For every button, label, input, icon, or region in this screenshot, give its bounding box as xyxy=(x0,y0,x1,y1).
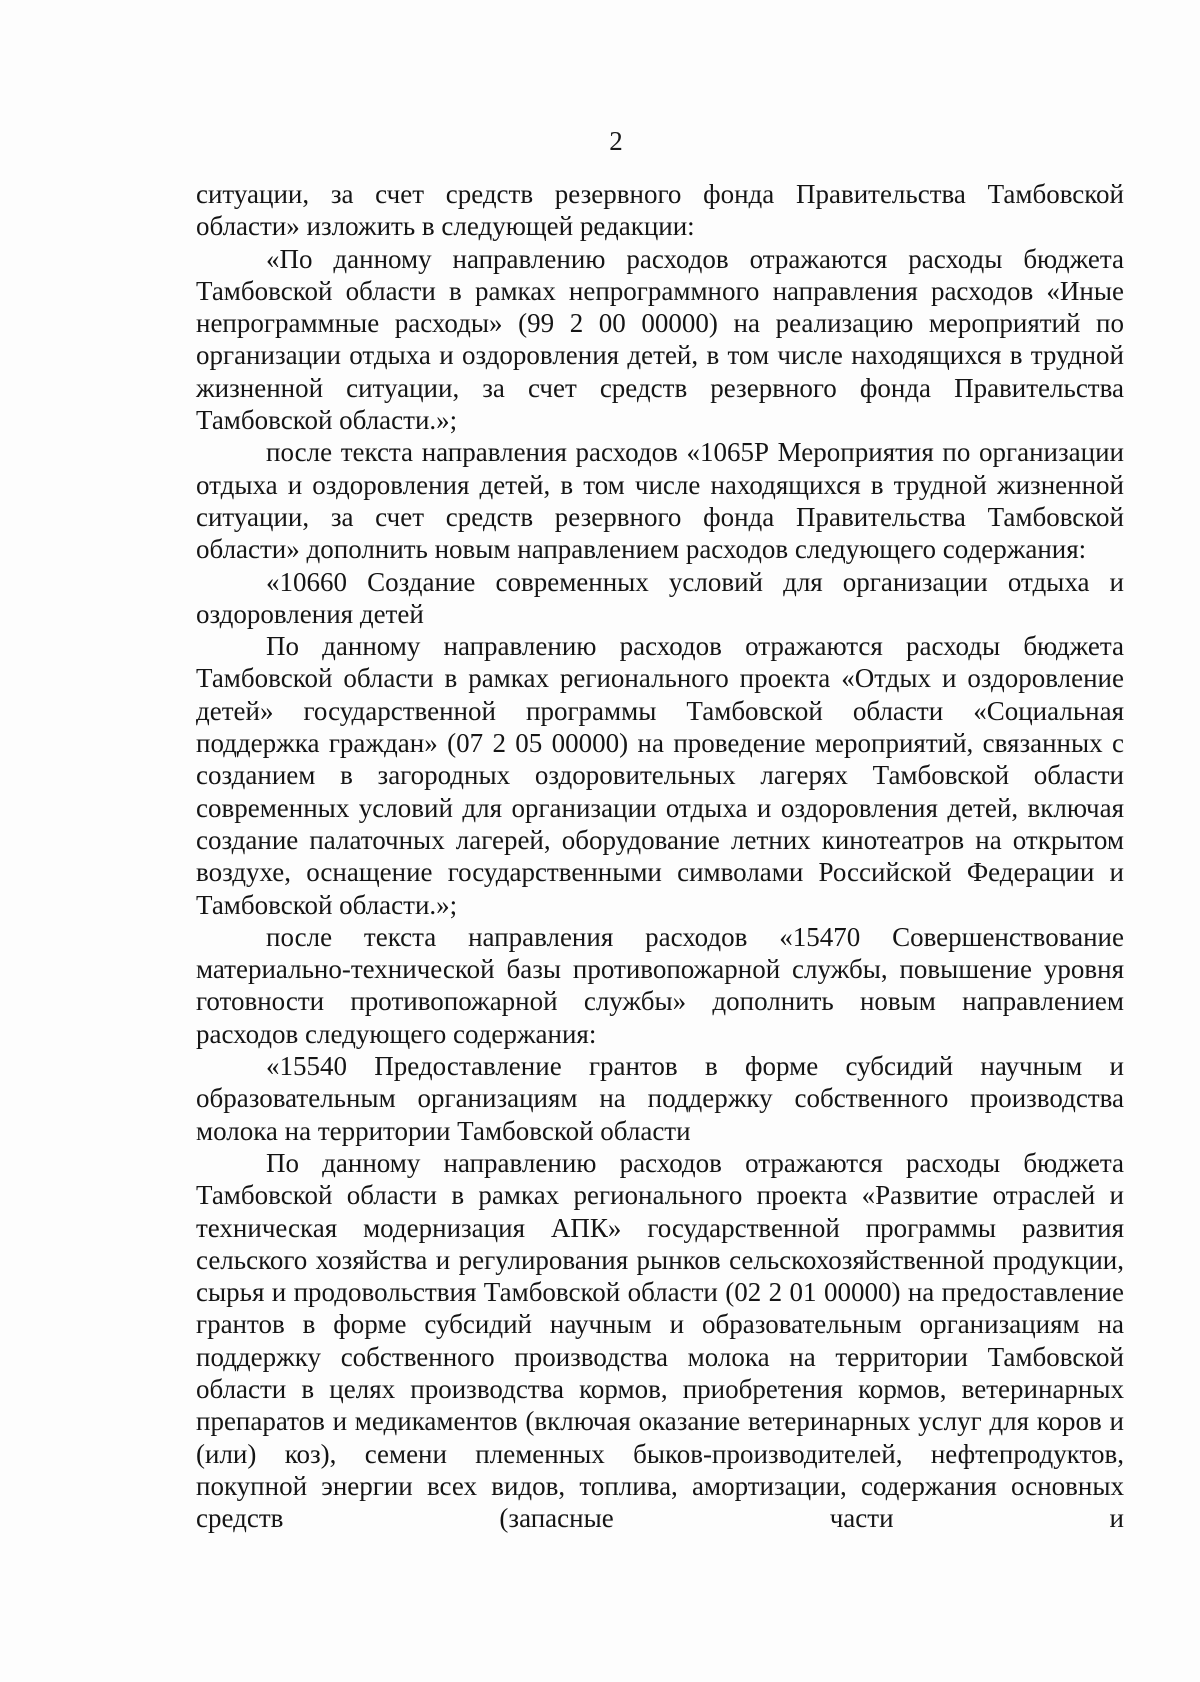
paragraph-7: «15540 Предоставление грантов в форме субсидий научным и образовательным организациям на поддержку собственного производства молока на территории Тамбовской области xyxy=(196,1051,1124,1146)
page-number: 2 xyxy=(609,126,623,156)
paragraph-3: после текста направления расходов «1065Р Мероприятия по организации отдыха и оздоровления детей, в том числе находящихся в трудной жизненной ситуации, за счет средств резервного фонда Правительства Тамбовской области» дополнить новым направлением расходов следующего содержания: xyxy=(196,437,1124,565)
paragraph-5: По данному направлению расходов отражаются расходы бюджета Тамбовской области в рамках регионального проекта «Отдых и оздоровление детей» государственной программы Тамбовской области «Социальная поддержка граждан» (07 2 05 00000) на проведение мероприятий, связанных с созданием в загородных оздоровительных лагерях Тамбовской области современных условий для организации отдыха и оздоровления детей, включая создание палаточных лагерей, оборудование летних кинотеатров на открытом воздухе, оснащение государственными символами Российской Федерации и Тамбовской области.»; xyxy=(196,631,1124,920)
document-body xyxy=(196,178,1124,1534)
paragraph-4: «10660 Создание современных условий для организации отдыха и оздоровления детей xyxy=(196,566,1124,629)
paragraph-6: после текста направления расходов «15470 Совершенствование материально-технической базы противопожарной службы, повышение уровня готовности противопожарной службы» дополнить новым направлением расходов следующего содержания: xyxy=(196,921,1124,1049)
paragraph-2: «По данному направлению расходов отражаются расходы бюджета Тамбовской области в рамках непрограммного направления расходов «Иные непрограммные расходы» (99 2 00 00000) на реализацию мероприятий по организации отдыха и оздоровления детей, в том числе находящихся в трудной жизненной ситуации, за счет средств резервного фонда Правительства Тамбовской области.»; xyxy=(196,243,1124,436)
paragraph-8: По данному направлению расходов отражаются расходы бюджета Тамбовской области в рамках регионального проекта «Развитие отраслей и техническая модернизация АПК» государственной программы развития сельского хозяйства и регулирования рынков сельскохозяйственной продукции, сырья и продовольствия Тамбовской области (02 2 01 00000) на предоставление грантов в форме субсидий научным и образовательным организациям на поддержку собственного производства молока на территории Тамбовской области в целях производства кормов, приобретения кормов, ветеринарных препаратов и медикаментов (включая оказание ветеринарных услуг для коров и (или) коз), семени племенных быков-производителей, нефтепродуктов, покупной энергии всех видов, топлива, амортизации, содержания основных средств (запасные части и xyxy=(196,1147,1124,1534)
paragraph-1: ситуации, за счет средств резервного фонда Правительства Тамбовской области» изложить в следующей редакции: xyxy=(196,179,1124,242)
